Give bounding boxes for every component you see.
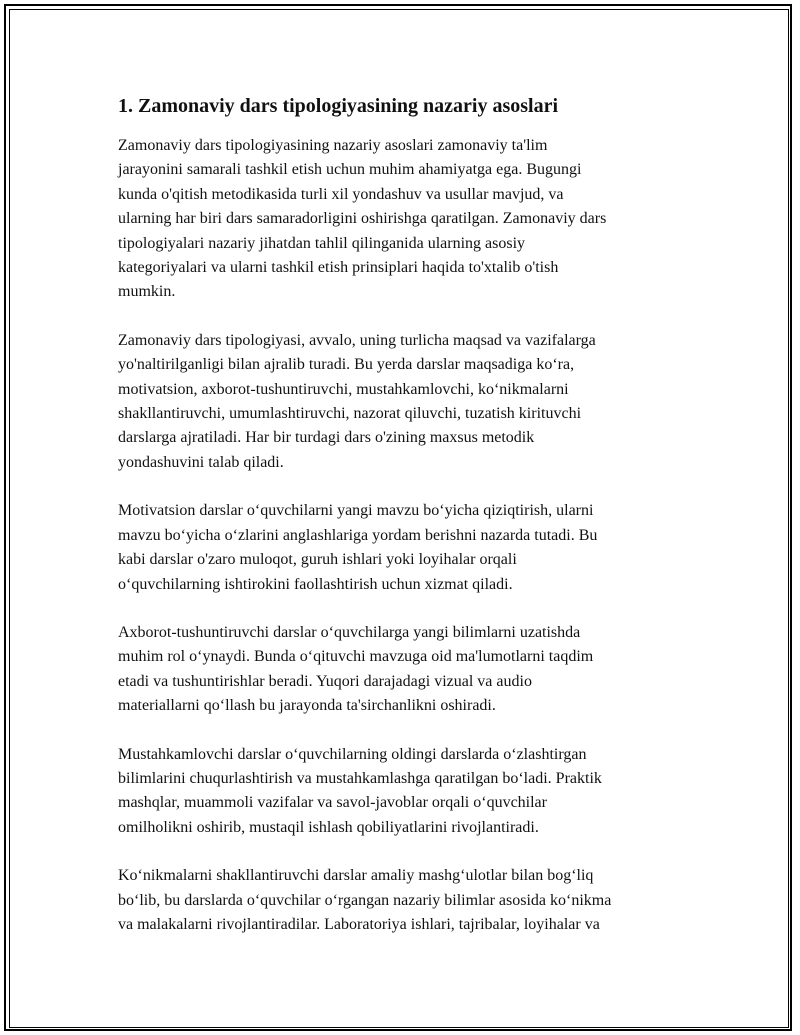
paragraph-informational: Axborot-tushuntiruvchi darslar o‘quvchilarga yangi bilimlarni uzatishda muhim rol o‘ynaydi. Bunda o‘qituvchi mavzuga oid ma'lumotlarni taqdim etadi va tushuntirishlar beradi. Yuqori darajadagi vizual va audio materiallarni qo‘llash bu jarayonda ta'sirchanlikni oshiradi. bbox=[118, 623, 594, 715]
paragraph-skills: Ko‘nikmalarni shakllantiruvchi darslar amaliy mashg‘ulotlar bilan bog‘liq bo‘lib, bu darslarda o‘quvchilar o‘rgangan nazariy bilimlar asosida ko‘nikma va malakalarni rivojlantiradilar. Laboratoriya ishlari, tajribalar, loyihalar va bbox=[118, 867, 612, 933]
paragraph-reinforcing: Mustahkamlovchi darslar o‘quvchilarning oldingi darslarda o‘zlashtirgan bilimlarini chuqurlashtirish va mustahkamlashga qaratilgan bo‘ladi. Praktik mashqlar, muammoli vazifalar va savol-javoblar orqali o‘quvchilar omilholikni oshirib, mustaqil ishlash qobiliyatlarini rivojlantiradi. bbox=[118, 745, 602, 836]
paragraph-intro: Zamonaviy dars tipologiyasining nazariy asoslari zamonaviy ta'lim jarayonini samarali tashkil etish uchun muhim ahamiyatga ega. Bugungi kunda o'qitish metodikasida turli xil yondashuv va usullar mavjud, va ularning har biri dars samaradorligini oshirishga qaratilgan. Zamonaviy dars tipologiyalari nazariy jihatdan tahlil qilinganida ularning asosiy kategoriyalari va ularni tashkil etish prinsiplari haqida to'xtalib o'tish mumkin. bbox=[118, 137, 607, 301]
paragraph-motivational: Motivatsion darslar o‘quvchilarni yangi mavzu bo‘yicha qiziqtirish, ularni mavzu bo‘yicha o‘zlarini anglashlariga yordam berishni nazarda tutadi. Bu kabi darslar o'zaro muloqot, guruh ishlari yoki loyihalar orqali o‘quvchilarning ishtirokini faollashtirish uchun xizmat qiladi. bbox=[118, 502, 598, 593]
document-body bbox=[118, 92, 708, 961]
paragraph-typology: Zamonaviy dars tipologiyasi, avvalo, uning turlicha maqsad va vazifalarga yo'naltirilganligi bilan ajralib turadi. Bu yerda darslar maqsadiga ko‘ra, motivatsion, axborot-tushuntiruvchi, mustahkamlovchi, ko‘nikmalarni shakllantiruvchi, umumlashtiruvchi, nazorat qiluvchi, tuzatish kirituvchi darslarga ajratiladi. Har bir turdagi dars o'zining maxsus metodik yondashuvini talab qiladi. bbox=[118, 331, 596, 471]
section-heading: 1. Zamonaviy dars tipologiyasining nazariy asoslari bbox=[118, 95, 559, 117]
